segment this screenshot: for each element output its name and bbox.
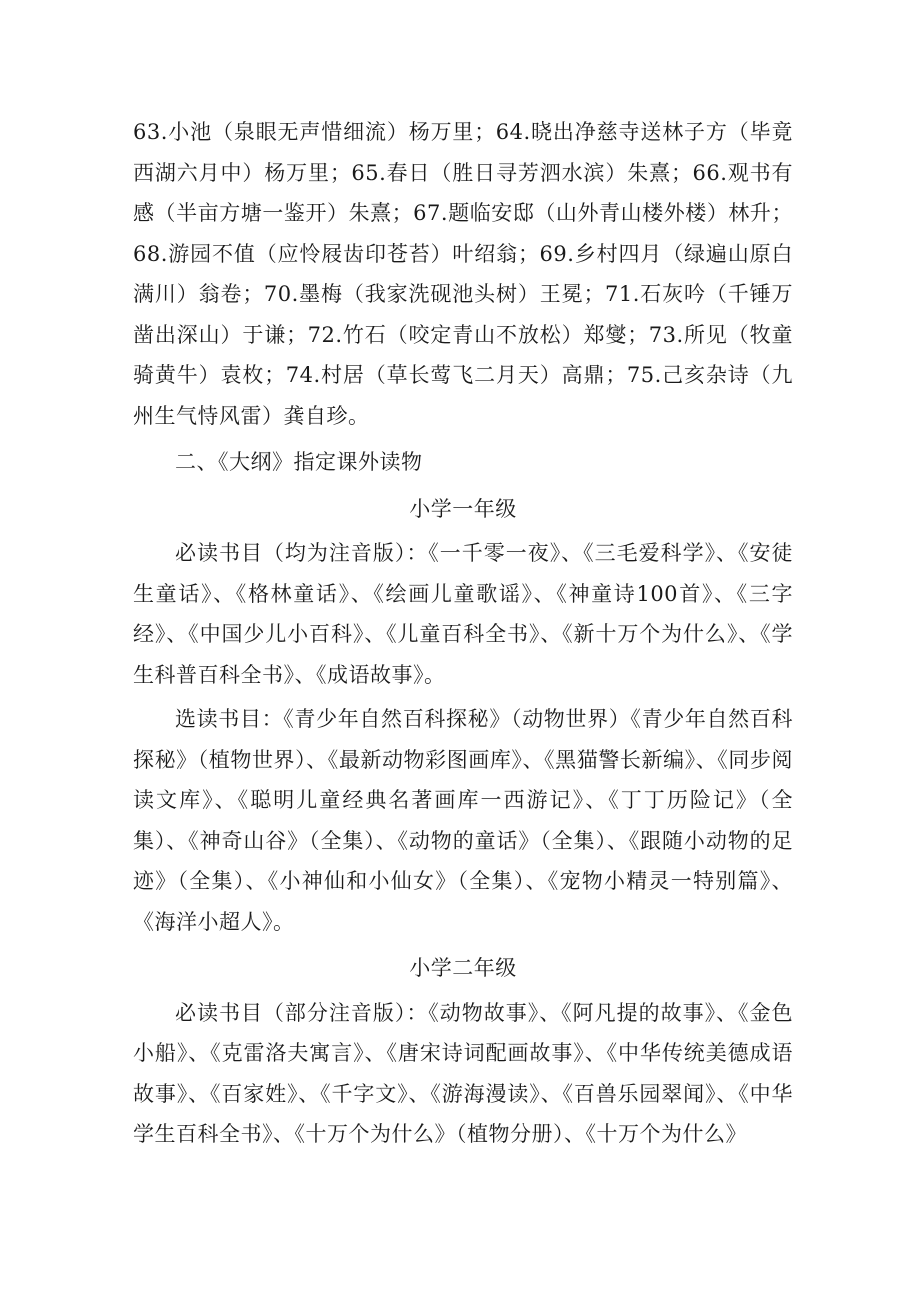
grade1-heading: 小学一年级 bbox=[409, 496, 517, 521]
grade1-required-paragraph: 必读书目（均为注音版）：《一千零一夜》、《三毛爱科学》、《安徒生童话》、《格林童话》、《绘画儿童歌谣》、《神童诗100首》、《三字经》、《中国少儿小百科》、《儿童百科全书》、《新十万个为什么》、《学生科普百科全书》、《成语故事》。 bbox=[133, 541, 793, 687]
grade2-required-paragraph: 必读书目（部分注音版）：《动物故事》、《阿凡提的故事》、《金色小船》、《克雷洛夫寓言》、《唐宋诗词配画故事》、《中华传统美德成语故事》、《百家姓》、《千字文》、《游海漫读》、《百兽乐园翠闻》、《中华学生百科全书》、《十万个为什么》（植物分册）、《十万个为什么》 bbox=[133, 1000, 793, 1146]
document-page bbox=[133, 112, 793, 1155]
poem-list-paragraph: 63.小池（泉眼无声惜细流）杨万里；64.晓出净慈寺送林子方（毕竟西湖六月中）杨万里；65.春日（胜日寻芳泗水滨）朱熹；66.观书有感（半亩方塘一鉴开）朱熹；67.题临安邸（山外青山楼外楼）林升；68.游园不值（应怜屐齿印苍苔）叶绍翁；69.乡村四月（绿遍山原白满川）翁卷；70.墨梅（我家洗砚池头树）王冕；71.石灰吟（千锤万凿出深山）于谦；72.竹石（咬定青山不放松）郑燮；73.所见（牧童骑黄牛）袁枚；74.村居（草长莺飞二月天）高鼎；75.己亥杂诗（九州生气恃风雷）龚自珍。 bbox=[133, 120, 793, 428]
grade2-heading: 小学二年级 bbox=[409, 956, 517, 980]
grade1-optional-paragraph: 选读书目：《青少年自然百科探秘》（动物世界）《青少年自然百科探秘》（植物世界）、《最新动物彩图画库》、《黑猫警长新编》、《同步阅读文库》、《聪明儿童经典名著画库一西游记》、《丁丁历险记》（全集）、《神奇山谷》（全集）、《动物的童话》（全集）、《跟随小动物的足迹》（全集）、《小神仙和小仙女》（全集）、《宠物小精灵一特别篇》、《海洋小超人》。 bbox=[133, 707, 793, 934]
section-title: 二、《大纲》指定课外读物 bbox=[175, 450, 423, 474]
